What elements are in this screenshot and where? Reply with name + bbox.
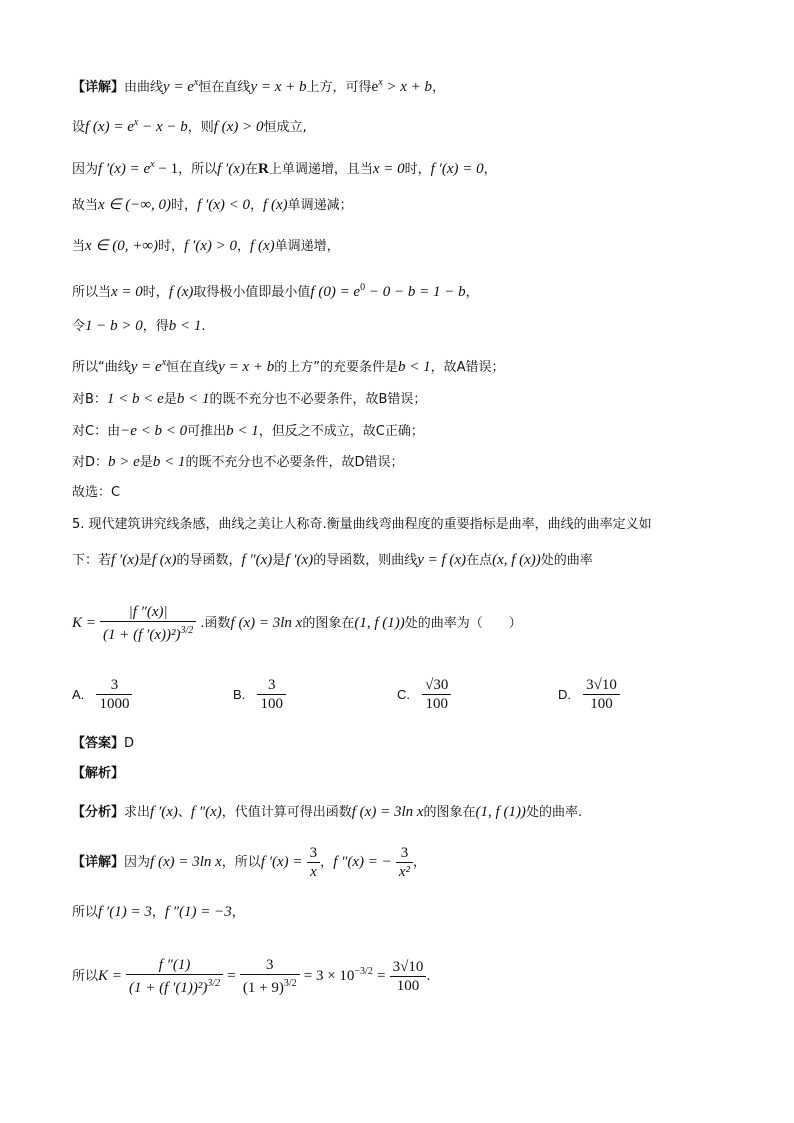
- analysis-line: 【分析】求出f ′(x)、f ″(x)，代值计算可得出函数f (x) = 3ln x的图象在(1, f (1))处的曲率.: [72, 804, 583, 820]
- detail-line-9: 对B：1 < b < e是b < 1的既不充分也不必要条件，故B错误；: [72, 391, 427, 407]
- option-c[interactable]: C. $\frac{√30}{100}$: [397, 676, 451, 713]
- detail-line-10: 对C：由−e < b < 0可推出b < 1，但反之不成立，故C正确；: [72, 423, 424, 439]
- detail-line-4: 故当x ∈ (−∞, 0)时，f ′(x) < 0，f (x)单调递减；: [72, 197, 353, 213]
- detail-line-2: 设f $(x) = e^x - x - b$，则f (x) > 0恒成立,: [72, 117, 307, 135]
- answer-line: 【答案】D: [72, 736, 135, 751]
- detail-line-7: 令1 − b > 0，得b < 1.: [72, 318, 206, 334]
- solution-line-3: 所以K = $\frac{f ''(1)}{(1 + (f '(1))^2)^{3/2}}$ = $\frac{3}{(1 + 9)^{3/2}}$ = $3 \times 10^{-3/2}$ = $\frac{3√10}{100}$ .: [72, 957, 431, 996]
- analysis-heading: 【解析】: [72, 766, 125, 781]
- detail-line-5: 当x ∈ (0, +∞)时，f ′(x) > 0，f (x)单调递增，: [72, 238, 340, 254]
- detail-line-6: 所以当x = 0时，f (x)取得极小值即最小值f $(0) = e^0 - 0 - b = 1 - b$，: [72, 282, 479, 300]
- option-a[interactable]: A. $\frac{3}{1000}$: [72, 676, 132, 713]
- detail-line-1: 【详解】由曲线$y = e^x$恒在直线y = x + b上方，可得$e^x > x + b$，: [72, 77, 446, 95]
- option-b[interactable]: B. $\frac{3}{100}$: [233, 676, 286, 713]
- question-5-line-3: K = $\frac{|f ''(x)|}{(1 + (f '(x))^2)^{3/2}}$ .函数f (x) = 3ln x的图象在(1, f (1))处的曲率为（ ）: [72, 604, 522, 643]
- solution-line-1: 【详解】因为f (x) = 3ln x，所以f ′(x) = $\frac{3}{x}$ ，f ″(x) = − $\frac{3}{\text{x²}}$ ，: [72, 845, 427, 880]
- detail-line-3: 因为f $'(x) = e^x - 1$，所以f ′(x)在R上单调递增，且当x = 0时，f ′(x) = 0，: [72, 159, 497, 177]
- curvature-formula: $\frac{|f ''(x)|}{(1 + (f '(x))^2)^{3/2}}$: [100, 603, 196, 644]
- question-5-line-1: 5. 现代建筑讲究线条感，曲线之美让人称奇.衡量曲线弯曲程度的重要指标是曲率，曲线的曲率定义如: [72, 517, 652, 532]
- detail-line-12: 故选：C: [72, 485, 121, 500]
- solution-line-2: 所以f ′(1) = 3，f ″(1) = −3，: [72, 904, 245, 920]
- option-d[interactable]: D. $\frac{3√10}{100}$: [558, 676, 620, 713]
- detail-line-11: 对D：b > e是b < 1的既不充分也不必要条件，故D错误；: [72, 454, 404, 470]
- question-5-line-2: 下：若f ′(x)是f (x)的导函数，f ″(x)是f ′(x)的导函数，则曲线y = f (x)在点(x, f (x))处的曲率: [72, 552, 593, 568]
- detail-line-8: 所以“曲线$y = e^x$恒在直线y = x + b的上方”的充要条件是b < 1，故A错误；: [72, 357, 505, 375]
